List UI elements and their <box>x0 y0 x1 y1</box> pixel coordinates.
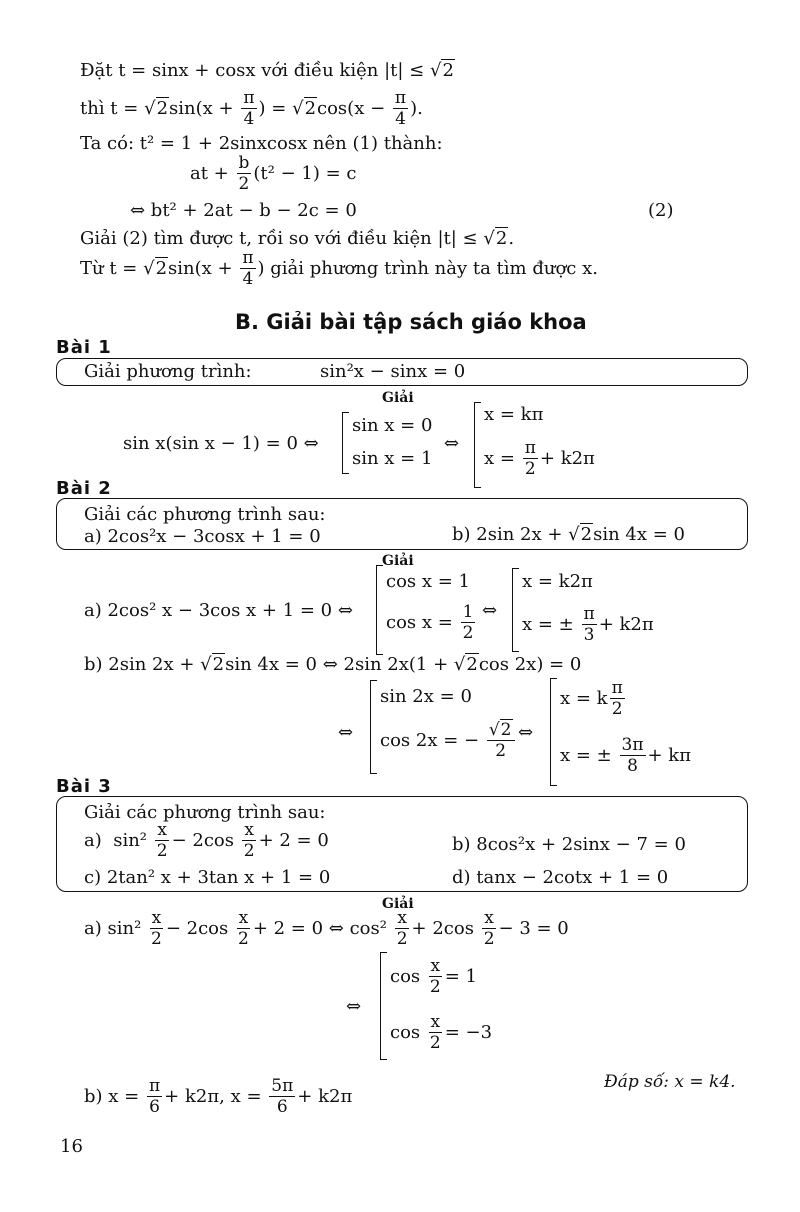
bai3-b: b) 8cos²x + 2sinx − 7 = 0 <box>452 834 686 855</box>
text: + kπ <box>647 745 692 766</box>
bracket <box>512 568 519 652</box>
bracket <box>376 565 383 655</box>
bai1-result-2 <box>484 440 595 478</box>
intro-line-5: ⇔ bt² + 2at − b − 2c = 0 <box>130 200 357 221</box>
text: b) x = <box>84 1086 140 1107</box>
fraction-pi-2: $\frac{\pi}{2}$ <box>524 438 536 479</box>
solution-label: Giải <box>382 896 414 912</box>
solution-label: Giải <box>382 553 414 569</box>
text: cos(x − <box>317 98 386 119</box>
equivalence-arrow: ⇔ <box>346 996 362 1017</box>
text: + k2π <box>539 448 595 469</box>
fraction-x-2: $\frac{x}{2}$ <box>156 820 168 861</box>
text: |t| ≤ <box>384 60 425 81</box>
bai3-sa-system-1 <box>390 958 477 996</box>
bai2-sb-result-1 <box>560 680 627 718</box>
text: + 2 = 0 ⇔ cos² <box>252 918 387 939</box>
solution-label: Giải <box>382 390 414 406</box>
bai1-result-1: x = kπ <box>484 404 544 425</box>
bai3-sa-line <box>84 910 569 948</box>
text: a) <box>84 830 102 851</box>
text: at + <box>190 163 229 184</box>
fraction-x-2: $\frac{x}{2}$ <box>429 956 441 997</box>
bracket <box>342 412 349 474</box>
bai3-a <box>84 822 329 860</box>
fraction-x-2: $\frac{x}{2}$ <box>483 908 495 949</box>
sqrt-2: √2 <box>144 98 169 119</box>
text: − 2cos <box>171 830 235 851</box>
bracket <box>380 952 387 1060</box>
text: sin² <box>113 830 148 851</box>
fraction-b-2: $\frac{b}{2}$ <box>238 153 250 194</box>
bai3-task: Giải các phương trình sau: <box>84 802 326 823</box>
sqrt-2: √2 <box>143 258 168 279</box>
exercise-title-bai-1: Bài 1 <box>56 337 112 358</box>
equivalence-arrow: ⇔ <box>444 433 460 454</box>
sqrt-2: √2 <box>483 228 508 249</box>
text: a) sin² <box>84 918 142 939</box>
text: − 2cos <box>165 918 229 939</box>
text: |t| ≤ <box>437 228 478 249</box>
text: cos x = <box>386 612 453 633</box>
fraction-x-2: $\frac{x}{2}$ <box>151 908 162 949</box>
bai2-sb-system-2 <box>380 722 517 760</box>
text: ) = <box>258 98 287 119</box>
intro-line-6 <box>80 228 514 249</box>
text: − 3 = 0 <box>498 918 569 939</box>
bai2-sa-system-2 <box>386 604 477 642</box>
fraction-x-2: $\frac{x}{2}$ <box>396 908 408 949</box>
page-number: 16 <box>60 1136 83 1157</box>
bai1-solution-lhs: sin x(sin x − 1) = 0 ⇔ <box>123 433 319 454</box>
text: ). <box>410 98 423 119</box>
bai1-system-1: sin x = 0 <box>352 415 433 436</box>
intro-line-4 <box>190 155 356 193</box>
fraction-pi-6: $\frac{\pi}{6}$ <box>148 1076 161 1117</box>
text: (t² − 1) = c <box>253 163 357 184</box>
fraction-pi-4: $\frac{\pi}{4}$ <box>394 88 407 129</box>
text: + 2 = 0 <box>258 830 329 851</box>
sqrt-2: √2 <box>488 720 512 740</box>
text: sin 4x = 0 <box>593 524 685 545</box>
intro-line-7 <box>80 250 598 288</box>
bracket <box>370 680 377 774</box>
text: sin 4x = 0 ⇔ 2sin 2x(1 + <box>225 654 449 675</box>
text: x = ± <box>560 745 612 766</box>
bai2-sb-line <box>84 654 581 675</box>
text: Giải (2) tìm được t, rồi so với điều kiện <box>80 228 432 249</box>
bai1-task: Giải phương trình: <box>84 361 252 382</box>
bai3-d: d) tanx − 2cotx + 1 = 0 <box>452 867 669 888</box>
text: + k2π, x = <box>164 1086 262 1107</box>
equivalence-arrow: ⇔ <box>518 722 534 743</box>
bai2-a: a) 2cos²x − 3cosx + 1 = 0 <box>84 526 321 547</box>
text: + k2π <box>297 1086 353 1107</box>
text: b) 2sin 2x + <box>84 654 195 675</box>
bai2-sa-result-1: x = k2π <box>522 571 593 592</box>
exercise-title-bai-3: Bài 3 <box>56 776 112 797</box>
text: x = <box>484 448 515 469</box>
text: sin(x + <box>168 258 233 279</box>
text: cos 2x = − <box>380 730 480 751</box>
bai2-sa-lhs: a) 2cos² x − 3cos x + 1 = 0 ⇔ <box>84 600 353 621</box>
intro-line-3: Ta có: t² = 1 + 2sinxcosx nên (1) thành: <box>80 133 443 154</box>
sqrt-2: √2 <box>429 60 454 81</box>
bai3-sb-line <box>84 1078 352 1116</box>
text: b) 2sin 2x + <box>452 524 563 545</box>
answer-note: Đáp số: x = k4. <box>604 1072 736 1092</box>
text: x = ± <box>522 614 574 635</box>
text: Từ t = <box>80 258 138 279</box>
fraction-3pi-8: $\frac{3\pi}{8}$ <box>621 735 644 776</box>
fraction-x-2: $\frac{x}{2}$ <box>238 908 249 949</box>
section-heading: B. Giải bài tập sách giáo khoa <box>235 310 587 334</box>
bracket <box>550 678 557 786</box>
fraction-pi-4: $\frac{\pi}{4}$ <box>242 248 254 289</box>
bai2-sa-result-2 <box>522 606 654 644</box>
bracket <box>474 402 481 488</box>
bai2-task: Giải các phương trình sau: <box>84 504 326 525</box>
sqrt-2: √2 <box>453 654 478 675</box>
text: cos <box>390 966 421 987</box>
text: thì t = <box>80 98 139 119</box>
bai1-system-2: sin x = 1 <box>352 448 433 469</box>
text: cos <box>390 1022 421 1043</box>
equivalence-arrow: ⇔ <box>338 722 354 743</box>
bai1-equation: sin²x − sinx = 0 <box>320 361 466 382</box>
equation-tag: (2) <box>648 200 674 221</box>
text: cos 2x) = 0 <box>478 654 582 675</box>
fraction-x-2: $\frac{x}{2}$ <box>429 1012 441 1053</box>
text: + k2π <box>598 614 654 635</box>
text: ) giải phương trình này ta tìm được x. <box>257 258 598 279</box>
fraction-5pi-6: $\frac{5\pi}{6}$ <box>271 1076 294 1117</box>
equivalence-arrow: ⇔ <box>482 600 498 621</box>
sqrt-2: √2 <box>568 524 593 545</box>
sqrt-2: √2 <box>292 98 317 119</box>
bai3-sa-system-2 <box>390 1014 492 1052</box>
sqrt-2: √2 <box>200 654 225 675</box>
intro-line-2 <box>80 90 423 128</box>
fraction-pi-3: $\frac{\pi}{3}$ <box>583 604 595 645</box>
fraction-1-2: $\frac{1}{2}$ <box>462 602 474 643</box>
text: + 2cos <box>411 918 474 939</box>
text: Đặt t = sinx + cosx với điều kiện <box>80 60 379 81</box>
exercise-title-bai-2: Bài 2 <box>56 478 112 499</box>
bai2-sb-result-2 <box>560 737 691 775</box>
intro-line-1 <box>80 60 455 81</box>
text: sin(x + <box>169 98 234 119</box>
fraction-x-2: $\frac{x}{2}$ <box>243 820 255 861</box>
text: x = k <box>560 688 608 709</box>
bai2-b <box>452 524 685 545</box>
text: = 1 <box>444 966 477 987</box>
fraction-sqrt2-2: $\frac{√2}{2}$ <box>487 722 515 760</box>
fraction-pi-4: $\frac{\pi}{4}$ <box>243 88 255 129</box>
fraction-pi-2: $\frac{\pi}{2}$ <box>611 678 623 719</box>
bai2-sa-system-1: cos x = 1 <box>386 571 471 592</box>
text: . <box>508 228 515 249</box>
bai2-sb-system-1: sin 2x = 0 <box>380 686 472 707</box>
text: = −3 <box>444 1022 493 1043</box>
bai3-c: c) 2tan² x + 3tan x + 1 = 0 <box>84 867 331 888</box>
